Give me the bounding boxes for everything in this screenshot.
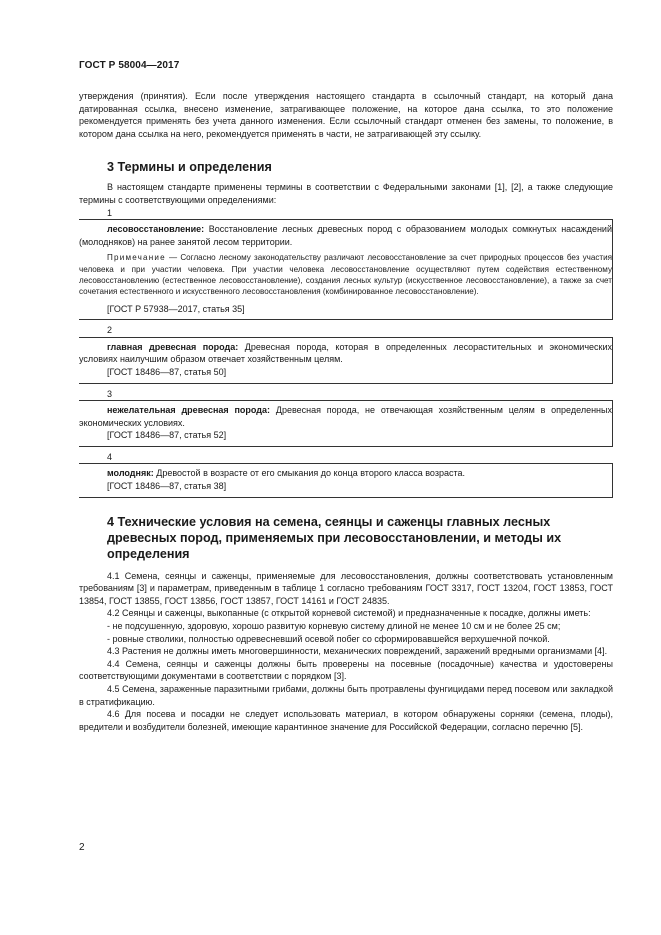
term-entry — [79, 400, 613, 447]
term-entry — [79, 463, 613, 497]
section-4-paragraph: 4.2 Сеянцы и саженцы, выкопанные (с открытой корневой системой) и предназначенные к посадке, должны иметь: — [107, 608, 591, 619]
term-note — [79, 252, 612, 297]
section-4-paragraph: 4.1 Семена, сеянцы и саженцы, применяемые для лесовосстановления, должны соответствовать установленным требованиям [3] и параметрам, приведенным в таблице 1 согласно требованиям ГОСТ 3317, ГОСТ 13204, ГОСТ 13853, ГОСТ 13854, ГОСТ 13855, ГОСТ 13856, ГОСТ 13857, ГОСТ 14161 и ГОСТ 24835. — [79, 570, 613, 606]
term-reference: [ГОСТ Р 57938—2017, статья 35] — [107, 303, 245, 314]
term-definition: Восстановление лесных древесных пород с образованием молодых сомкнутых насаждений (молодняков) на ранее занятой лесом территории. — [79, 224, 612, 247]
document-header: ГОСТ Р 58004—2017 — [79, 60, 180, 71]
section-4-body — [79, 570, 613, 734]
section-4-paragraph: 4.6 Для посева и посадки не следует использовать материал, в котором обнаружены сорняки (семена, плоды), вредители и возбудители болезней, имеющие карантинное значение для Российской Федерации, согласно перечню [5]. — [79, 709, 613, 732]
term-definition: Древесная порода, которая в определенных лесорастительных и экономических условиях наилучшим образом отвечает хозяйственным целям. — [79, 341, 612, 365]
term-definition-paragraph — [79, 223, 612, 248]
section-4-title: 4 Технические условия на семена, сеянцы и саженцы главных лесных древесных пород, применяемых при лесовосстановлении, и методы их определения — [107, 514, 562, 561]
term-definition-paragraph — [79, 341, 612, 366]
term-number: 4 — [107, 451, 113, 462]
term-reference: [ГОСТ 18486—87, статья 50] — [107, 366, 227, 377]
note-label: Примечание — [107, 253, 166, 263]
term-name: нежелательная древесная порода: — [107, 405, 271, 416]
section-3-intro: В настоящем стандарте применены термины в соответствии с Федеральными законами [1], [2], а также следующие термины с соответствующими определениями: — [79, 182, 613, 205]
term-definition: Древесная порода, не отвечающая хозяйственным целям в определенных экономических условиях. — [79, 405, 612, 428]
section-4-paragraph: 4.5 Семена, зараженные паразитными грибами, должны быть протравлены фунгицидами перед посевом или закладкой в стратификацию. — [79, 684, 613, 707]
intro-paragraph: утверждения (принятия). Если после утверждения настоящего стандарта в ссылочный стандарт, на который дана датированная ссылка, внесено изменение, затрагивающее положение, на которое дана ссылка, то это положение рекомендуется применять без учета данного изменения. Если ссылочный стандарт отменен без замены, то положение, в котором дана ссылка на него, рекомендуется применять в части, не затрагивающей эту ссылку. — [79, 91, 613, 139]
term-entry — [79, 337, 613, 384]
term-definition-paragraph — [79, 404, 612, 429]
term-name: главная древесная порода: — [107, 341, 239, 352]
section-3-title: 3 Термины и определения — [107, 160, 272, 175]
term-number: 1 — [107, 207, 113, 218]
section-4-list-item: - не подсушенную, здоровую, хорошо развитую корневую систему длиной не менее 10 см и не более 25 см; — [107, 621, 561, 632]
term-entry — [79, 219, 613, 320]
term-definition-paragraph — [79, 467, 612, 480]
section-4-paragraph: 4.3 Растения не должны иметь многовершинности, механических повреждений, заражений вредными организмами [4]. — [107, 646, 608, 657]
term-name: молодняк: — [107, 468, 154, 479]
page-number: 2 — [79, 842, 85, 853]
term-number: 3 — [107, 388, 113, 399]
term-number: 2 — [107, 325, 113, 336]
section-4-list-item: - ровные стволики, полностью одревесневший осевой побег со сформировавшейся верхушечной почкой. — [107, 633, 550, 644]
note-text: — Согласно лесному законодательству различают лесовосстановление за счет природных процессов без участия человека и при участии человека. При участии человека лесовосстановление осуществляют путем содействия естественному лесовосстановлению (естественное лесовосстановление), создания лесных культур (искусственное лесовосстановление), а также за счет сочетания естественного и искусственного лесовосстановления (комбинированное лесовосстановление). — [79, 253, 613, 297]
term-definition: Древостой в возрасте от его смыкания до конца второго класса возраста. — [156, 468, 465, 479]
term-name: лесовосстановление: — [107, 224, 205, 235]
term-reference: [ГОСТ 18486—87, статья 52] — [107, 430, 227, 441]
term-reference: [ГОСТ 18486—87, статья 38] — [107, 481, 227, 492]
section-4-paragraph: 4.4 Семена, сеянцы и саженцы должны быть проверены на посевные (посадочные) качества и удостоверены соответствующими документами в соответствии с порядком [3]. — [79, 658, 613, 682]
document-body — [79, 90, 613, 733]
